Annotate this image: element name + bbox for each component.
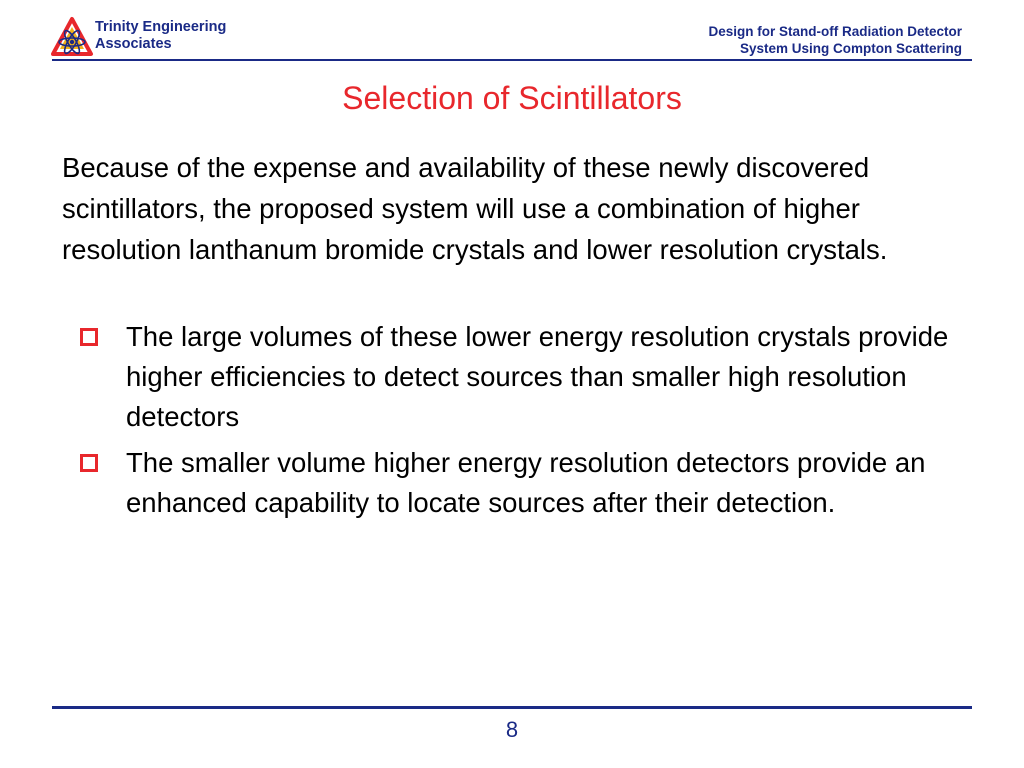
square-bullet-icon	[80, 328, 98, 346]
bullet-item	[62, 317, 972, 437]
organization-name-line-2: Associates	[95, 36, 172, 52]
organization-name-line-1: Trinity Engineering	[95, 19, 227, 35]
bullet-list	[62, 317, 972, 529]
trinity-logo-icon	[50, 16, 94, 60]
intro-paragraph: Because of the expense and availability of these newly discovered scintillators, the proposed system will use a combination of higher resolution lanthanum bromide crystals and lower resolution crystals.	[62, 152, 888, 265]
page-number: 8	[505, 717, 519, 742]
slide-title: Selection of Scintillators	[342, 80, 682, 116]
bullet-text: The large volumes of these lower energy resolution crystals provide higher efficiencies to detect sources than smaller high resolution detectors	[126, 321, 949, 432]
document-title-line-1: Design for Stand-off Radiation Detector	[708, 24, 962, 39]
header-divider-right	[256, 59, 972, 61]
footer-divider	[52, 706, 972, 709]
bullet-item	[62, 443, 972, 523]
document-title-line-2: System Using Compton Scattering	[739, 41, 962, 56]
bullet-text: The smaller volume higher energy resolution detectors provide an enhanced capability to locate sources after their detection.	[126, 447, 926, 518]
square-bullet-icon	[80, 454, 98, 472]
document-title	[708, 23, 962, 57]
header-divider-left	[52, 59, 256, 61]
organization-name	[95, 19, 226, 53]
